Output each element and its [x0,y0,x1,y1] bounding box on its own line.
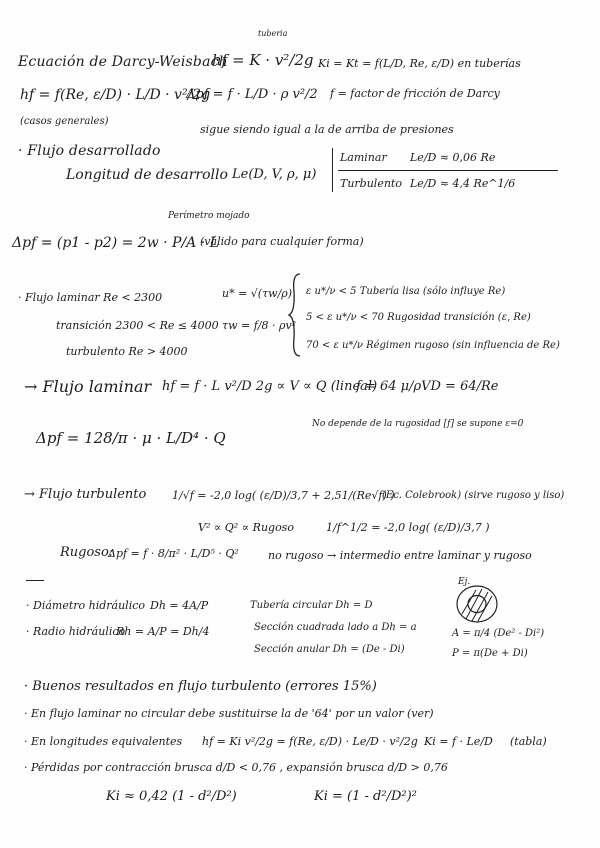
wetted-dp-formula: Δpf = (p1 - p2) = 2w · P/A · L [12,235,219,251]
regime-laminar: · Flujo laminar Re < 2300 [18,291,163,304]
turbulent-intermediate-note: no rugoso → intermedio entre laminar y rugoso [268,549,532,562]
turbulent-colebrook-note: (Ec. Colebrook) (sirve rugoso y liso) [382,490,565,501]
geometry-circular: Tubería circular Dh = D [250,600,373,611]
darcy-f-def: f = factor de fricción de Darcy [330,87,500,100]
laminar-no-depend: No depende de la rugosidad [f] se supone ε=0 [312,419,524,429]
turbulent-rough-dp-label: Rugoso: [60,545,114,560]
regime-turbulent: turbulento Re > 4000 [66,345,188,358]
darcy-hf-tag: tuberia [258,29,288,38]
darcy-title: Ecuación de Darcy-Weisbach [18,54,228,70]
turbulent-rough-prop: V² ∝ Q² ∝ Rugoso [198,521,294,534]
note-equivalent-k: Ki = f · Le/D [424,735,493,748]
regime-brace-icon [288,272,302,358]
darcy-hf-general: hf = f(Re, ε/D) · L/D · v²/2g [20,87,211,103]
developed-divider [332,148,333,192]
regime-rough: 70 < ε u*/ν Régimen rugoso (sin influencia de Re) [306,340,560,351]
geometry-hyd-diameter-formula: Dh = 4A/P [150,599,209,612]
note-equivalent-tag: (tabla) [510,735,547,748]
note-sudden-losses: · Pérdidas por contracción brusca d/D < 0,76 , expansión brusca d/D > 0,76 [24,761,448,774]
note-k-expansion: Ki = (1 - d²/D²)² [314,789,417,804]
regime-u-star: u* = √(τw/ρ) [222,287,293,300]
developed-laminar-label: Laminar [340,151,387,164]
laminar-f-formula: f = 64 μ/ρVD = 64/Re [356,379,499,394]
note-equivalent-length-label: · En longitudes equivalentes [24,735,183,748]
note-laminar-noncircular: · En flujo laminar no circular debe sustituirse la de '64' por un valor (ver) [24,707,434,720]
darcy-hf-formula: hf = K · v²/2g [212,51,314,69]
geometry-annulus-area: A = π/4 (De² - Di²) [452,628,545,639]
note-turbulent-results: · Buenos resultados en flujo turbulento (errores 15%) [24,679,377,694]
regime-transition: transición 2300 < Re ≤ 4000 [56,319,219,332]
darcy-k-formula: Ki = Kt = f(L/D, Re, ε/D) en tuberías [318,57,521,70]
turbulent-rough-formula: 1/f^1/2 = -2,0 log( (ε/D)/3,7 ) [326,521,490,534]
annulus-diagram-icon [452,584,502,624]
regime-smooth: ε u*/ν < 5 Tubería lisa (sólo influye Re) [306,286,506,297]
turbulent-colebrook: 1/√f = -2,0 log( (ε/D)/3,7 + 2,51/(Re√f) ) [172,489,395,502]
geometry-hyd-diameter-label: · Diámetro hidráulico [26,599,145,612]
turbulent-heading: → Flujo turbulento [24,487,147,502]
perimeter-label: Perímetro mojado [168,211,250,221]
developed-heading: · Flujo desarrollado [18,143,161,159]
darcy-dp-formula: Δpf = f · L/D · ρ v²/2 [186,87,318,102]
darcy-general-note: (casos generales) [20,116,109,127]
geometry-square: Sección cuadrada lado a Dh = a [254,622,417,633]
geometry-annular: Sección anular Dh = (De - Di) [254,644,405,655]
section-dash [26,580,44,581]
developed-row-rule [338,170,558,171]
geometry-annulus-perimeter: P = π(De + Di) [452,648,528,659]
laminar-heading: → Flujo laminar [24,377,152,396]
geometry-annulus-label: Ej. [458,577,471,587]
developed-turbulent-label: Turbulento [340,177,402,190]
developed-length-label: Longitud de desarrollo [66,167,228,183]
darcy-pressure-note: sigue siendo igual a la de arriba de presiones [200,123,454,136]
developed-length-func: Le(D, V, ρ, μ) [232,167,317,182]
note-equivalent-length-formula: hf = Ki v²/2g = f(Re, ε/D) · Le/D · v²/2g [202,735,418,748]
regime-transitional: 5 < ε u*/ν < 70 Rugosidad transición (ε, Re) [306,312,531,323]
regime-tau-w: τw = f/8 · ρv² [222,319,297,332]
note-k-contraction: Ki ≈ 0,42 (1 - d²/D²) [106,789,237,804]
wetted-valid-note: (válido para cualquier forma) [200,235,364,248]
laminar-hf-formula: hf = f · L v²/D 2g ∝ V ∝ Q (lineal) [162,379,378,394]
geometry-hyd-radius-formula: Rh = A/P = Dh/4 [116,625,210,638]
laminar-dp-formula: Δpf = 128/π · μ · L/D⁴ · Q [36,429,226,447]
turbulent-rough-dp: Δpf = f · 8/π² · L/D⁵ · Q² [108,547,239,560]
developed-laminar-value: Le/D ≈ 0,06 Re [410,151,496,164]
geometry-hyd-radius-label: · Radio hidráulico [26,625,126,638]
developed-turbulent-value: Le/D ≈ 4,4 Re^1/6 [410,177,516,190]
